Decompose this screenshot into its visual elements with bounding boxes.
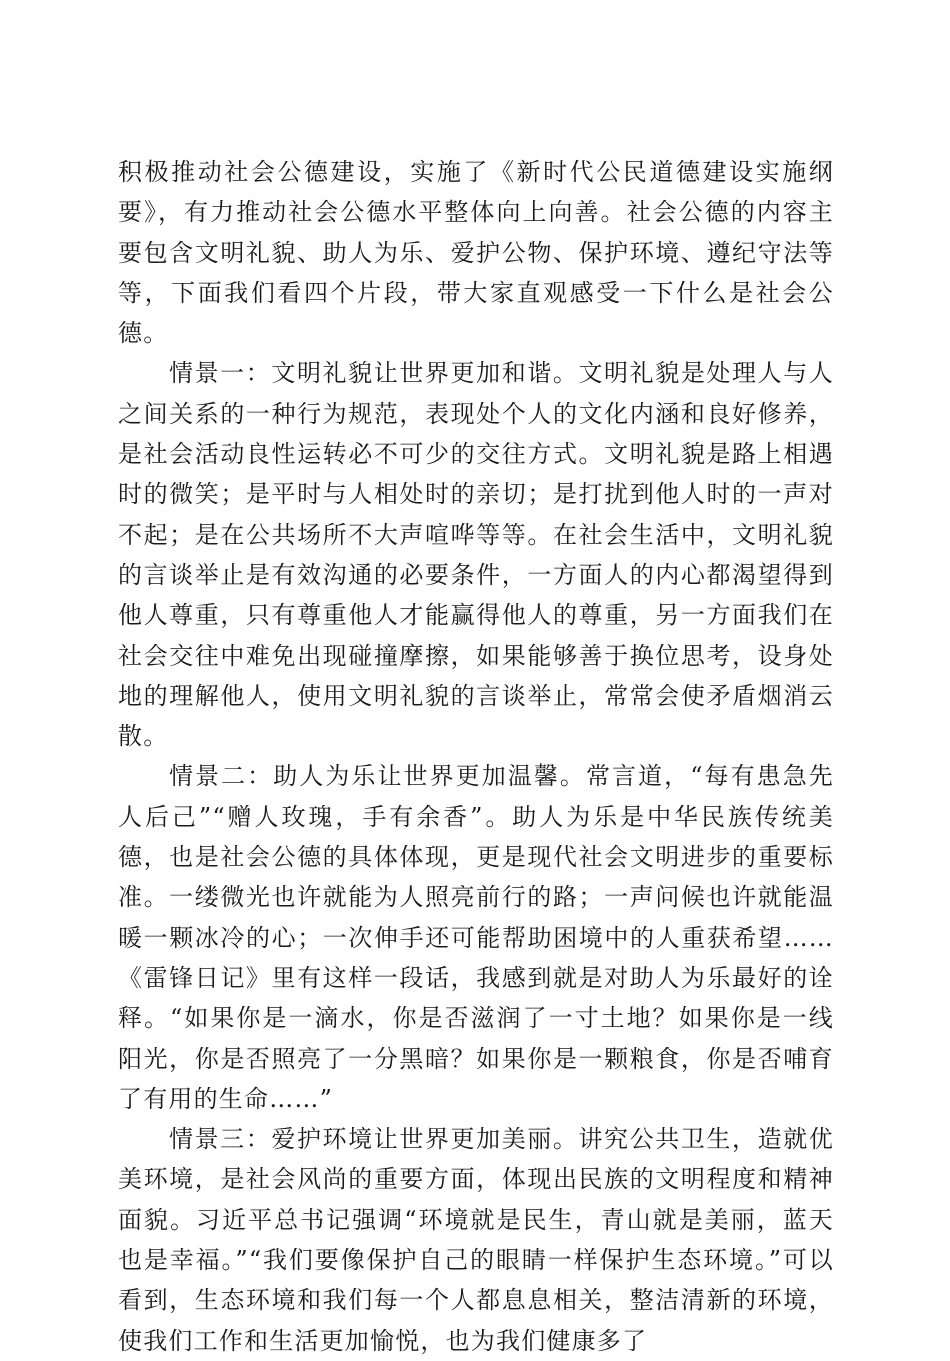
paragraph-intro: 积极推动社会公德建设，实施了《新时代公民道德建设实施纲要》，有力推动社会公德水平整体向上向善。社会公德的内容主要包含文明礼貌、助人为乐、爱护公物、保护环境、遵纪守法等等，下面我们看四个片段，带大家直观感受一下什么是社会公德。 xyxy=(118,158,834,348)
paragraph-scene-one: 情景一：文明礼貌让世界更加和谐。文明礼貌是处理人与人之间关系的一种行为规范，表现处个人的文化内涵和良好修养，是社会活动良性运转必不可少的交往方式。文明礼貌是路上相遇时的微笑；是平时与人相处时的亲切；是打扰到他人时的一声对不起；是在公共场所不大声喧哗等等。在社会生活中，文明礼貌的言谈举止是有效沟通的必要条件，一方面人的内心都渴望得到他人尊重，只有尊重他人才能赢得他人的尊重，另一方面我们在社会交往中难免出现碰撞摩擦，如果能够善于换位思考，设身处地的理解他人，使用文明礼貌的言谈举止，常常会使矛盾烟消云散。 xyxy=(118,359,834,751)
paragraph-scene-two: 情景二：助人为乐让世界更加温馨。常言道，“每有患急先人后己”“赠人玫瑰，手有余香”。助人为乐是中华民族传统美德，也是社会公德的具体体现，更是现代社会文明进步的重要标准。一缕微光也许就能为人照亮前行的路；一声问候也许就能温暖一颗冰冷的心；一次伸手还可能帮助困境中的人重获希望……《雷锋日记》里有这样一段话，我感到就是对助人为乐最好的诠释。“如果你是一滴水，你是否滋润了一寸土地？如果你是一线阳光，你是否照亮了一分黑暗？如果你是一颗粮食，你是否哺育了有用的生命……” xyxy=(118,762,834,1113)
paragraph-scene-three: 情景三：爱护环境让世界更加美丽。讲究公共卫生，造就优美环境，是社会风尚的重要方面，体现出民族的文明程度和精神面貌。习近平总书记强调“环境就是民生，青山就是美丽，蓝天也是幸福。”“我们要像保护自己的眼睛一样保护生态环境。”可以看到，生态环境和我们每一个人都息息相关，整洁清新的环境，使我们工作和生活更加愉悦，也为我们健康多了 xyxy=(118,1125,834,1355)
document-page xyxy=(118,152,834,1361)
